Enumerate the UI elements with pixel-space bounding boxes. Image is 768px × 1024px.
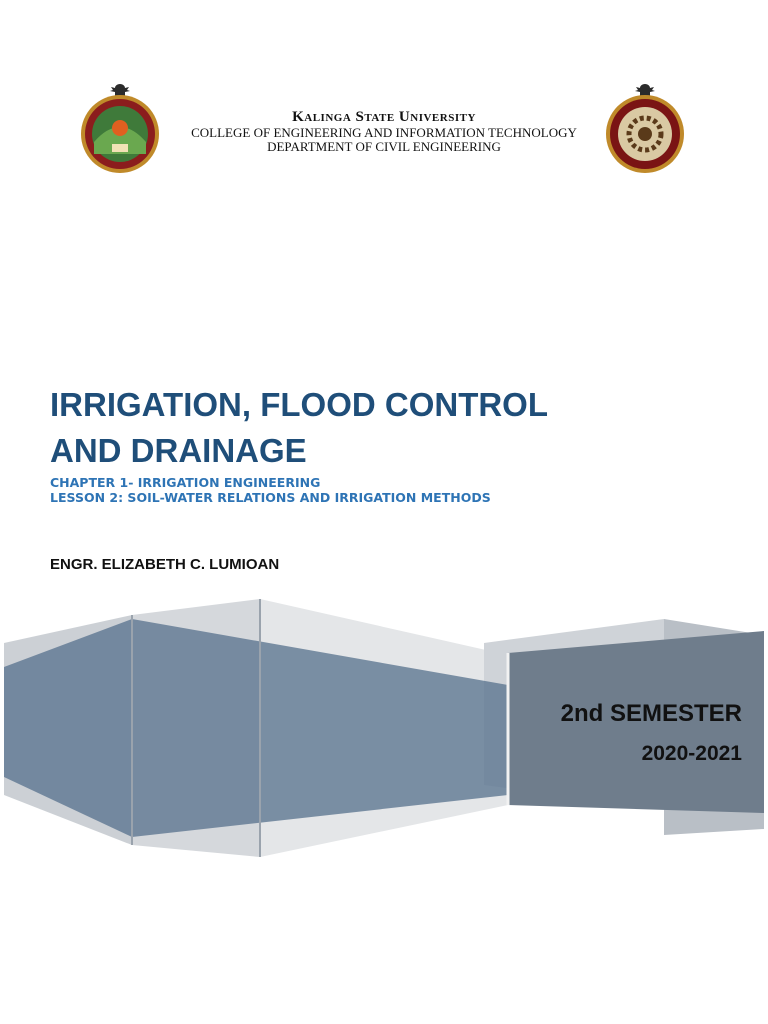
lesson-subtitle: LESSON 2: SOIL-WATER RELATIONS AND IRRIGATION METHODS <box>50 490 491 505</box>
institution-header <box>0 108 768 154</box>
decorative-banner <box>0 595 768 865</box>
title-line-2: AND DRAINAGE <box>50 432 307 469</box>
document-title <box>50 382 730 474</box>
college-name: COLLEGE OF ENGINEERING AND INFORMATION TECHNOLOGY <box>191 125 577 140</box>
chapter-subtitle: CHAPTER 1- IRRIGATION ENGINEERING <box>50 475 321 490</box>
school-year-label: 2020-2021 <box>641 742 742 765</box>
semester-label: 2nd SEMESTER <box>560 700 742 727</box>
department-name: DEPARTMENT OF CIVIL ENGINEERING <box>267 139 501 154</box>
author-name: ENGR. ELIZABETH C. LUMIOAN <box>50 556 280 573</box>
university-name: Kalinga State University <box>292 109 476 125</box>
title-line-1: IRRIGATION, FLOOD CONTROL <box>50 386 549 423</box>
